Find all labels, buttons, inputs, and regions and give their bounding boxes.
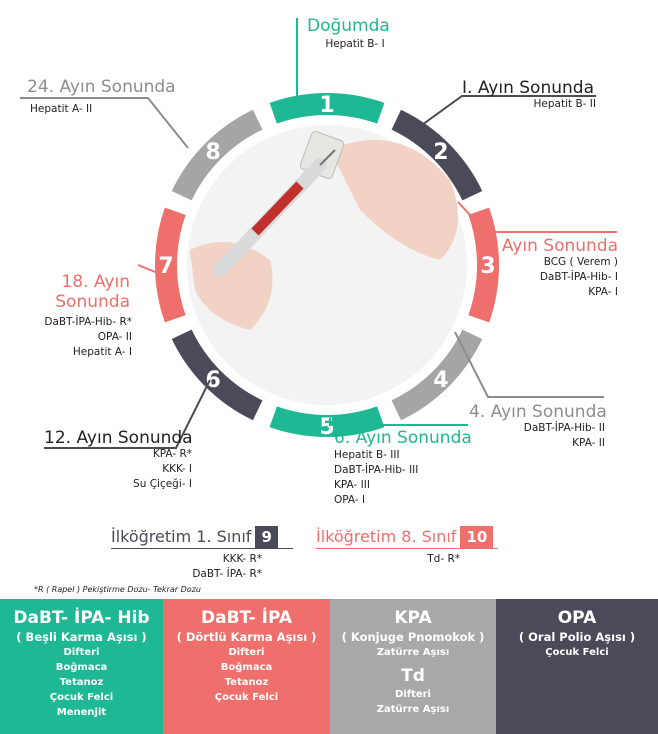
ring-segment-number: 7 <box>158 254 174 279</box>
ring-segment-number: 4 <box>433 367 449 393</box>
school-10-title: İlköğretim 8. Sınıf <box>316 527 457 546</box>
stage-7-item: DaBT-İPA-Hib- R* <box>44 316 132 328</box>
school-9-badge: 9 <box>255 526 277 548</box>
ring-segment-number: 5 <box>319 415 335 440</box>
school-9-underline <box>111 548 293 549</box>
legend-item: Zatürre Aşısı <box>376 704 450 715</box>
stage-3-item: BCG ( Verem ) <box>543 256 618 268</box>
legend-item: Çocuk Felci <box>214 692 279 703</box>
school-9-header <box>111 526 278 548</box>
school-9-title: İlköğretim 1. Sınıf <box>111 527 252 546</box>
school-10-underline <box>316 548 498 549</box>
stage-3-item: DaBT-İPA-Hib- I <box>539 271 618 283</box>
stage-7-items <box>20 315 132 360</box>
stage-5-item: Hepatit B- III <box>334 449 400 461</box>
ring-segment-number: 3 <box>480 254 496 279</box>
legend-pentavalent <box>0 599 163 734</box>
school-10-item: Td- R* <box>427 553 460 565</box>
legend-kpa-td <box>330 599 496 734</box>
stage-5-item: OPA- I <box>334 494 366 506</box>
stage-5-title: 6. Ayın Sonunda <box>334 428 472 448</box>
stage-7-item: Hepatit A- I <box>72 346 132 358</box>
footnote: *R ( Rapel ) Pekiştirme Dozu- Tekrar Dozu <box>34 585 201 594</box>
stage-6-items <box>80 447 192 492</box>
legend-title: Td <box>401 666 425 686</box>
stage-4-title: 4. Ayın Sonunda <box>469 402 607 422</box>
legend-item: Tetanoz <box>224 677 269 688</box>
legend-subtitle: ( Konjuge Pnomokok ) <box>341 630 485 644</box>
ring-segment-number: 6 <box>205 367 221 393</box>
legend-item: Boğmaca <box>220 662 273 673</box>
legend-title: OPA <box>557 608 597 628</box>
stage-6-item: KKK- I <box>162 463 192 475</box>
legend-title: KPA <box>394 608 432 628</box>
stage-4-item: DaBT-İPA-Hib- II <box>523 422 605 434</box>
stage-3-items <box>480 255 618 300</box>
school-9-item: KKK- R* <box>222 553 262 565</box>
stage-8-items <box>30 102 130 117</box>
legend-item: Difteri <box>394 689 431 700</box>
legend-tetravalent <box>163 599 330 734</box>
legend-title: DaBT- İPA- Hib <box>13 608 150 628</box>
ring-segment-number: 8 <box>205 140 221 166</box>
school-10-badge: 10 <box>460 526 493 548</box>
stage-2-items <box>480 97 596 112</box>
stage-4-items <box>480 421 605 451</box>
stage-6-item: KPA- R* <box>152 448 192 460</box>
stage-8-item: Hepatit A- II <box>30 103 93 115</box>
stage-7-title <box>40 272 130 312</box>
legend-opa <box>496 599 658 734</box>
stage-5-items <box>334 448 464 508</box>
stage-1-title: Doğumda <box>307 16 390 36</box>
stage-8-title: 24. Ayın Sonunda <box>27 77 176 97</box>
stage-1-item: Hepatit B- I <box>325 38 385 50</box>
stage-7-item: OPA- II <box>97 331 132 343</box>
stage-6-item: Su Çiçeği- I <box>133 478 192 490</box>
legend-item: Çocuk Felci <box>545 647 609 658</box>
school-10-items <box>390 552 460 567</box>
stage-7-title-line: Sonunda <box>55 292 130 312</box>
stage-3-item: KPA- I <box>588 286 618 298</box>
stage-6-title: 12. Ayın Sonunda <box>44 428 193 448</box>
school-9-items <box>150 552 262 582</box>
legend-item: Menenjit <box>56 707 107 718</box>
legend-subtitle: ( Oral Polio Aşısı ) <box>518 630 636 644</box>
legend-title: DaBT- İPA <box>201 608 292 628</box>
legend-subtitle: ( Dörtlü Karma Aşısı ) <box>176 630 317 644</box>
ring-segment-number: 1 <box>319 93 335 118</box>
stage-2-title: I. Ayın Sonunda <box>462 78 594 98</box>
school-10-header <box>316 526 493 548</box>
stage-7-title-line: 18. Ayın <box>61 272 130 292</box>
stage-3-title: II. Ayın Sonunda <box>481 236 618 256</box>
stage-5-item: DaBT-İPA-Hib- III <box>334 464 419 476</box>
stage-4-item: KPA- II <box>572 437 605 449</box>
legend-item: Difteri <box>63 647 100 658</box>
school-9-item: DaBT- İPA- R* <box>192 568 262 580</box>
legend-item: Tetanoz <box>59 677 104 688</box>
stage-2-item: Hepatit B- II <box>533 98 596 110</box>
stage-5-item: KPA- III <box>334 479 370 491</box>
legend-item: Difteri <box>228 647 265 658</box>
legend-item: Boğmaca <box>55 662 108 673</box>
legend-item: Çocuk Felci <box>49 692 114 703</box>
legend-item: Zatürre Aşısı <box>376 647 450 658</box>
ring-segment-number: 2 <box>433 140 449 166</box>
stage-1-items <box>300 37 410 52</box>
legend-subtitle: ( Beşli Karma Aşısı ) <box>16 630 147 644</box>
